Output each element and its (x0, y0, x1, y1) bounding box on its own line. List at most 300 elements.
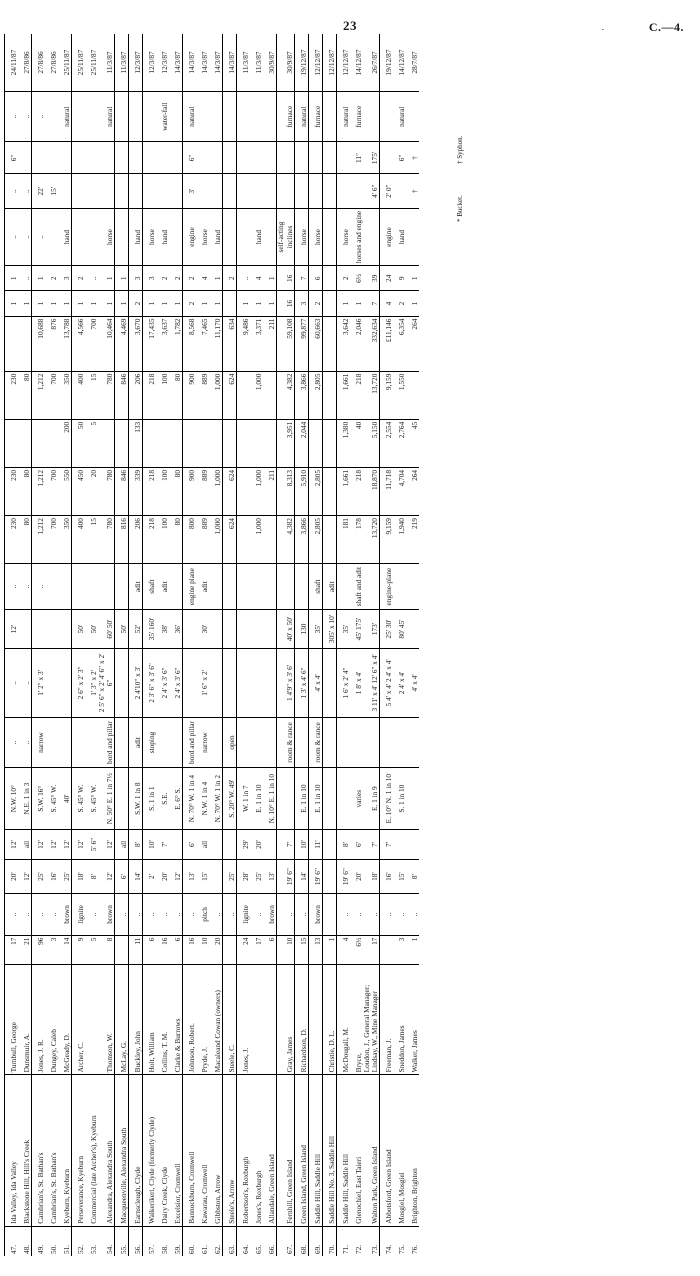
cell-method: stoping (143, 717, 157, 767)
cell-output_d: 780 (98, 371, 115, 419)
cell-dip: E. 1 in 10 (294, 768, 308, 830)
cell-output_a: 230 (5, 516, 19, 564)
cell-owner: Freeman, J. (380, 965, 394, 1075)
cell-output_b: 218 (143, 467, 157, 515)
cell-men: 21 (18, 935, 32, 965)
cell-dip: 40' (58, 768, 72, 830)
cell-output_c (143, 419, 157, 467)
cell-horses: 2 (156, 266, 169, 291)
cell-output_b: 900 (183, 467, 197, 515)
cell-power (237, 208, 251, 265)
cell-output_d: 1,661 (336, 371, 350, 419)
cell-men2 (223, 291, 237, 316)
cell-no: 54. (98, 1226, 115, 1256)
cell-coal_kind: .. (393, 894, 406, 935)
cell-no: 63. (223, 1226, 237, 1256)
cell-size_props (45, 649, 58, 718)
cell-length: 38' (156, 610, 169, 649)
cell-power: horse (196, 208, 209, 265)
cell-height_b (277, 142, 294, 174)
cell-vent: .. (5, 91, 19, 141)
cell-mine: Glenochiel, East Taieri (350, 1075, 363, 1226)
table-row (294, 34, 308, 1256)
cell-method (58, 717, 72, 767)
cell-no: 48. (18, 1226, 32, 1256)
cell-horses (322, 266, 336, 291)
table-row (18, 34, 32, 1256)
cell-seam_thick: 16' (45, 859, 58, 893)
cell-working_thick: 6' (350, 830, 363, 860)
cell-coal_kind: .. (406, 894, 419, 935)
cell-no: 67. (277, 1226, 294, 1256)
cell-seam_thick: 15' (393, 859, 406, 893)
cell-owner: Gray, James (277, 965, 294, 1075)
cell-method: bord and pillar (98, 717, 115, 767)
cell-output_e: 3,642 (336, 316, 350, 371)
cell-height_b (45, 142, 58, 174)
cell-men: 16 (156, 935, 169, 965)
cell-output_d (237, 371, 251, 419)
cell-men2: 1 (336, 291, 350, 316)
cell-men: 14 (58, 935, 72, 965)
cell-seam_thick: 12' (18, 859, 32, 893)
cell-seam_thick: 14' (129, 859, 143, 893)
cell-output_d: 900 (183, 371, 197, 419)
cell-height_b (32, 142, 46, 174)
cell-length (223, 610, 237, 649)
cell-horses: 39 (363, 266, 380, 291)
cell-size_props: 1 6' x 2' 4" (336, 649, 350, 718)
cell-working_thick: 8' (129, 830, 143, 860)
cell-working_thick (169, 830, 183, 860)
cell-coal_kind: .. (209, 894, 223, 935)
cell-men: 24 (237, 935, 251, 965)
cell-size_props: 2 4' x 3' 6" (156, 649, 169, 718)
cell-horses: 6½ (350, 266, 363, 291)
cell-mine: Excelsior, Cromwell (169, 1075, 183, 1226)
table-row (237, 34, 251, 1256)
cell-men2: 1 (45, 291, 58, 316)
cell-output_a: 3,866 (294, 516, 308, 564)
cell-owner: Thomson, W. (98, 965, 115, 1075)
cell-output_c (308, 419, 322, 467)
cell-vent: natural (294, 91, 308, 141)
cell-length (209, 610, 223, 649)
cell-output_e: 10,688 (32, 316, 46, 371)
cell-size_props: 1' 3" x 2' (85, 649, 98, 718)
cell-owner: Jones, J. R. (32, 965, 46, 1075)
cell-size_props (58, 649, 72, 718)
cell-power: .. (5, 208, 19, 265)
cell-output_d: 13,720 (363, 371, 380, 419)
cell-output_b: 2,805 (308, 467, 322, 515)
cell-owner: Buckley, John (129, 965, 143, 1075)
cell-working_thick: 12' (72, 830, 86, 860)
table-row (58, 34, 72, 1256)
cell-output_d: 80 (169, 371, 183, 419)
cell-dip: S. 45° W. (72, 768, 86, 830)
table-row (72, 34, 86, 1256)
table-row (350, 34, 363, 1256)
cell-vent: natural (183, 91, 197, 141)
cell-date: 24/11/87 (5, 34, 19, 91)
cell-height_b (322, 142, 336, 174)
cell-men2: 2 (393, 291, 406, 316)
cell-output_e: 99,877 (294, 316, 308, 371)
cell-men (115, 935, 129, 965)
cell-entry (277, 564, 294, 610)
cell-vent (250, 91, 263, 141)
cell-output_a: 181 (336, 516, 350, 564)
cell-entry: engine plane (183, 564, 197, 610)
cell-output_d: 1,000 (209, 371, 223, 419)
cell-men: 17 (363, 935, 380, 965)
cell-output_d: 846 (115, 371, 129, 419)
cell-men2: 1 (250, 291, 263, 316)
cell-horses: 4 (196, 266, 209, 291)
cell-no: 69. (308, 1226, 322, 1256)
cell-height_a (98, 174, 115, 208)
cell-method: adit (129, 717, 143, 767)
cell-power (45, 208, 58, 265)
cell-dip: S. 20° W. 49' (223, 768, 237, 830)
cell-horses: 3 (129, 266, 143, 291)
table-row (322, 34, 336, 1256)
table-row (156, 34, 169, 1256)
cell-men (380, 935, 394, 965)
cell-horses: 1 (98, 266, 115, 291)
cell-height_a: 22' (32, 174, 46, 208)
cell-coal_kind: .. (143, 894, 157, 935)
cell-men: 6 (263, 935, 277, 965)
cell-height_b: 6" (393, 142, 406, 174)
cell-date: 12/3/87 (160, 51, 170, 74)
cell-height_b (263, 142, 277, 174)
cell-men2: 2 (308, 291, 322, 316)
cell-no: 49. (32, 1226, 46, 1256)
cell-seam_thick: 19' 6" (336, 859, 350, 893)
cell-power: hand (58, 208, 72, 265)
cell-men2: 1 (156, 291, 169, 316)
cell-power (85, 208, 98, 265)
cell-coal_kind: .. (129, 894, 143, 935)
cell-seam_thick: 8' (406, 859, 419, 893)
cell-output_e: 11,170 (209, 316, 223, 371)
cell-working_thick: 12' (5, 830, 19, 860)
cell-coal_kind: pitch (196, 894, 209, 935)
cell-men: 10 (277, 935, 294, 965)
cell-output_e (5, 316, 19, 371)
cell-output_c (263, 419, 277, 467)
cell-output_b: 339 (129, 467, 143, 515)
cell-men2: 1 (406, 291, 419, 316)
cell-output_c (169, 419, 183, 467)
cell-output_e: 6,354 (393, 316, 406, 371)
cell-method: room & rance (277, 717, 294, 767)
cell-output_c: 2,044 (294, 419, 308, 467)
cell-entry (393, 564, 406, 610)
cell-horses: .. (18, 266, 32, 291)
cell-method (336, 717, 350, 767)
cell-men: 10 (196, 935, 209, 965)
cell-vent: .. (18, 91, 32, 141)
cell-size_props (209, 649, 223, 718)
cell-coal_kind: lignite (72, 894, 86, 935)
cell-men2: 2 (183, 291, 197, 316)
cell-output_d: 230 (5, 371, 19, 419)
cell-output_e: 264 (406, 316, 419, 371)
cell-output_c (156, 419, 169, 467)
cell-height_b: † (406, 142, 419, 174)
cell-coal_kind: .. (294, 894, 308, 935)
cell-dip (336, 768, 350, 830)
cell-output_e: 876 (45, 316, 58, 371)
cell-horses: 1 (263, 266, 277, 291)
cell-working_thick: 20' (250, 830, 263, 860)
cell-men2: 1 (18, 291, 32, 316)
cell-owner: Steele, C. (223, 965, 237, 1075)
cell-coal_kind: .. (32, 894, 46, 935)
cell-power: hand (129, 208, 143, 265)
cell-height_a (237, 174, 251, 208)
cell-mine: Kawarau, Cromwell (196, 1075, 209, 1226)
cell-no: 74. (380, 1226, 394, 1256)
cell-output_c (32, 419, 46, 467)
page-code: C.—4. (648, 20, 684, 34)
cell-output_d: 1,212 (32, 371, 46, 419)
cell-output_b: 80 (18, 467, 32, 515)
cell-date: 14/3/87 (183, 34, 197, 91)
cell-mine: Macqueenville, Alexandra South (115, 1075, 129, 1226)
cell-output_b: 18,870 (363, 467, 380, 515)
cell-seam_thick: 6' (115, 859, 129, 893)
table-row (196, 34, 209, 1256)
cell-length (32, 610, 46, 649)
cell-output_d: 2,805 (308, 371, 322, 419)
table-row (98, 34, 115, 1256)
cell-coal_kind: .. (363, 894, 380, 935)
cell-output_b: 1,000 (209, 467, 223, 515)
cell-no: 66. (263, 1226, 277, 1256)
cell-output_b: 550 (58, 467, 72, 515)
page-number: 23 (343, 18, 357, 33)
cell-method: .. (5, 717, 19, 767)
cell-men2: 1 (32, 291, 46, 316)
cell-owner: Johnson, Robert. (183, 965, 197, 1075)
cell-height_b: 11" (350, 142, 363, 174)
cell-size_props: 2 3' 6" x 3' 6" (143, 649, 157, 718)
cell-height_b: 6" (183, 142, 197, 174)
cell-men: 8 (98, 935, 115, 965)
cell-output_c (115, 419, 129, 467)
cell-output_d: 3,866 (294, 371, 308, 419)
cell-no: 62. (209, 1226, 223, 1256)
cell-output_d: 889 (196, 371, 209, 419)
cell-output_a: 1,940 (393, 516, 406, 564)
cell-size_props: 4' x 4' (308, 649, 322, 718)
cell-output_e: 1,782 (169, 316, 183, 371)
cell-owner: Macaleand Cowan (owners) (209, 965, 223, 1075)
cell-horses: 2 (223, 266, 237, 291)
cell-mine: Dairy Creek, Clyde (156, 1075, 169, 1226)
cell-mine: Jones's, Roxburgh (250, 1075, 263, 1226)
cell-owner: Archer, C. (72, 965, 86, 1075)
cell-power: hand (209, 208, 223, 265)
cell-dip: S. 1 in 10 (393, 768, 406, 830)
cell-entry (263, 564, 277, 610)
cell-dip: S. 45° W. (45, 768, 58, 830)
cell-entry (85, 564, 98, 610)
cell-output_e: 10,464 (98, 316, 115, 371)
cell-mine: Gibbston, Arrow (209, 1075, 223, 1226)
cell-output_c (18, 419, 32, 467)
cell-vent (45, 91, 58, 141)
cell-working_thick: 10' (294, 830, 308, 860)
cell-height_a: † (406, 174, 419, 208)
cell-seam_thick: 18' (72, 859, 86, 893)
cell-output_b: 218 (350, 467, 363, 515)
table-row (32, 34, 46, 1256)
cell-output_b: 889 (196, 467, 209, 515)
cell-output_b (237, 467, 251, 515)
cell-output_c: 40 (350, 419, 363, 467)
cell-seam_thick: 28' (237, 859, 251, 893)
cell-method (294, 717, 308, 767)
cell-method (209, 717, 223, 767)
cell-no: 58. (156, 1226, 169, 1256)
cell-owner: Dunsmuir, A. (18, 965, 32, 1075)
cell-height_a (294, 174, 308, 208)
cell-coal_kind: .. (85, 894, 98, 935)
cell-height_b (18, 142, 32, 174)
cell-men2 (322, 291, 336, 316)
cell-height_a: .. (5, 174, 19, 208)
cell-output_b: 450 (72, 467, 86, 515)
cell-mine: Bannockburn, Cromwell (183, 1075, 197, 1226)
cell-height_a (169, 174, 183, 208)
cell-horses: .. (85, 266, 98, 291)
cell-owner: Turnbull, George (5, 965, 19, 1075)
cell-men: 20 (209, 935, 223, 965)
table-row (223, 34, 237, 1256)
cell-dip: N.W. 1 in 4 (196, 768, 209, 830)
cell-power (363, 208, 380, 265)
cell-size_props: .. (5, 649, 19, 718)
cell-power (72, 208, 86, 265)
cell-date: 12/3/87 (143, 34, 157, 91)
cell-height_b (143, 142, 157, 174)
cell-size_props: 1 4'9" x 3' 6' (277, 649, 294, 718)
cell-size_props: 2 5' 6" x 2' 4' 6" x 2' 6" (98, 649, 115, 718)
cell-method (350, 717, 363, 767)
cell-size_props (183, 649, 197, 718)
cell-height_a (277, 174, 294, 208)
cell-no: 56. (129, 1226, 143, 1256)
cell-output_b: 264 (406, 467, 419, 515)
cell-owner: Bryce, (350, 965, 363, 1075)
cell-size_props: 5 4' x 4' 2 4' x 4' (380, 649, 394, 718)
cell-vent (406, 91, 419, 141)
cell-output_c: 200 (58, 419, 72, 467)
cell-power: .. (18, 208, 32, 265)
cell-entry: adit (196, 564, 209, 610)
cell-output_c (45, 419, 58, 467)
cell-size_props: 2 4' x 3' 6" (169, 649, 183, 718)
cell-power: horse (143, 208, 157, 265)
cell-mine: Cambrian's, St. Bathan's (45, 1075, 58, 1226)
cell-no: 68. (294, 1226, 308, 1256)
cell-owner (263, 965, 277, 1075)
cell-mine: Saddle Hill, Saddle Hill (336, 1075, 350, 1226)
cell-output_a: 178 (350, 516, 363, 564)
cell-length: 12' (5, 610, 19, 649)
cell-no: 59. (169, 1226, 183, 1256)
cell-dip: S.E. (156, 768, 169, 830)
cell-dip: S. 45° W. (85, 768, 98, 830)
cell-output_a: 9,159 (380, 516, 394, 564)
cell-working_thick: 5' 6" (85, 830, 98, 860)
cell-method (393, 717, 406, 767)
cell-entry (363, 564, 380, 610)
cell-men: 96 (32, 935, 46, 965)
cell-height_a (85, 174, 98, 208)
cell-power: horses and engine (350, 208, 363, 265)
cell-height_b (169, 142, 183, 174)
cell-entry (72, 564, 86, 610)
cell-output_a (263, 516, 277, 564)
cell-height_a (72, 174, 86, 208)
cell-men2: 1 (58, 291, 72, 316)
cell-output_d: 700 (45, 371, 58, 419)
table-row (45, 34, 58, 1256)
cell-power: hand (250, 208, 263, 265)
cell-height_a: 15' (45, 174, 58, 208)
cell-seam_thick: 25' (250, 859, 263, 893)
cell-vent (143, 91, 157, 141)
cell-output_c (237, 419, 251, 467)
cell-height_b: 175' (363, 142, 380, 174)
cell-output_a: 4,382 (277, 516, 294, 564)
cell-horses: 7 (294, 266, 308, 291)
cell-no: 73. (363, 1226, 380, 1256)
cell-output_a: 816 (115, 516, 129, 564)
cell-output_e: 9,486 (237, 316, 251, 371)
cell-no: 71. (336, 1226, 350, 1256)
cell-output_d: 624 (223, 371, 237, 419)
cell-men: 17 (5, 935, 19, 965)
cell-output_c (196, 419, 209, 467)
cell-horses: 1 (115, 266, 129, 291)
table-row (183, 34, 197, 1256)
cell-no: 53. (85, 1226, 98, 1256)
cell-seam_thick: 19' 6" (277, 859, 294, 893)
cell-seam_thick: 12' (98, 859, 115, 893)
cell-height_a (250, 174, 263, 208)
cell-date: 14/3/87 (200, 51, 210, 74)
cell-height_a (322, 174, 336, 208)
cell-dip (406, 768, 419, 830)
cell-entry (169, 564, 183, 610)
cell-method: room & rance (308, 717, 322, 767)
cell-entry: .. (5, 564, 19, 610)
cell-vent (263, 91, 277, 141)
cell-size_props: 1 8' x 4' (350, 649, 363, 718)
cell-output_c: 2,764 (393, 419, 406, 467)
cell-horses: 9 (393, 266, 406, 291)
cell-length (237, 610, 251, 649)
cell-date: 11/3/87 (115, 34, 129, 91)
cell-output_b: 100 (156, 467, 169, 515)
